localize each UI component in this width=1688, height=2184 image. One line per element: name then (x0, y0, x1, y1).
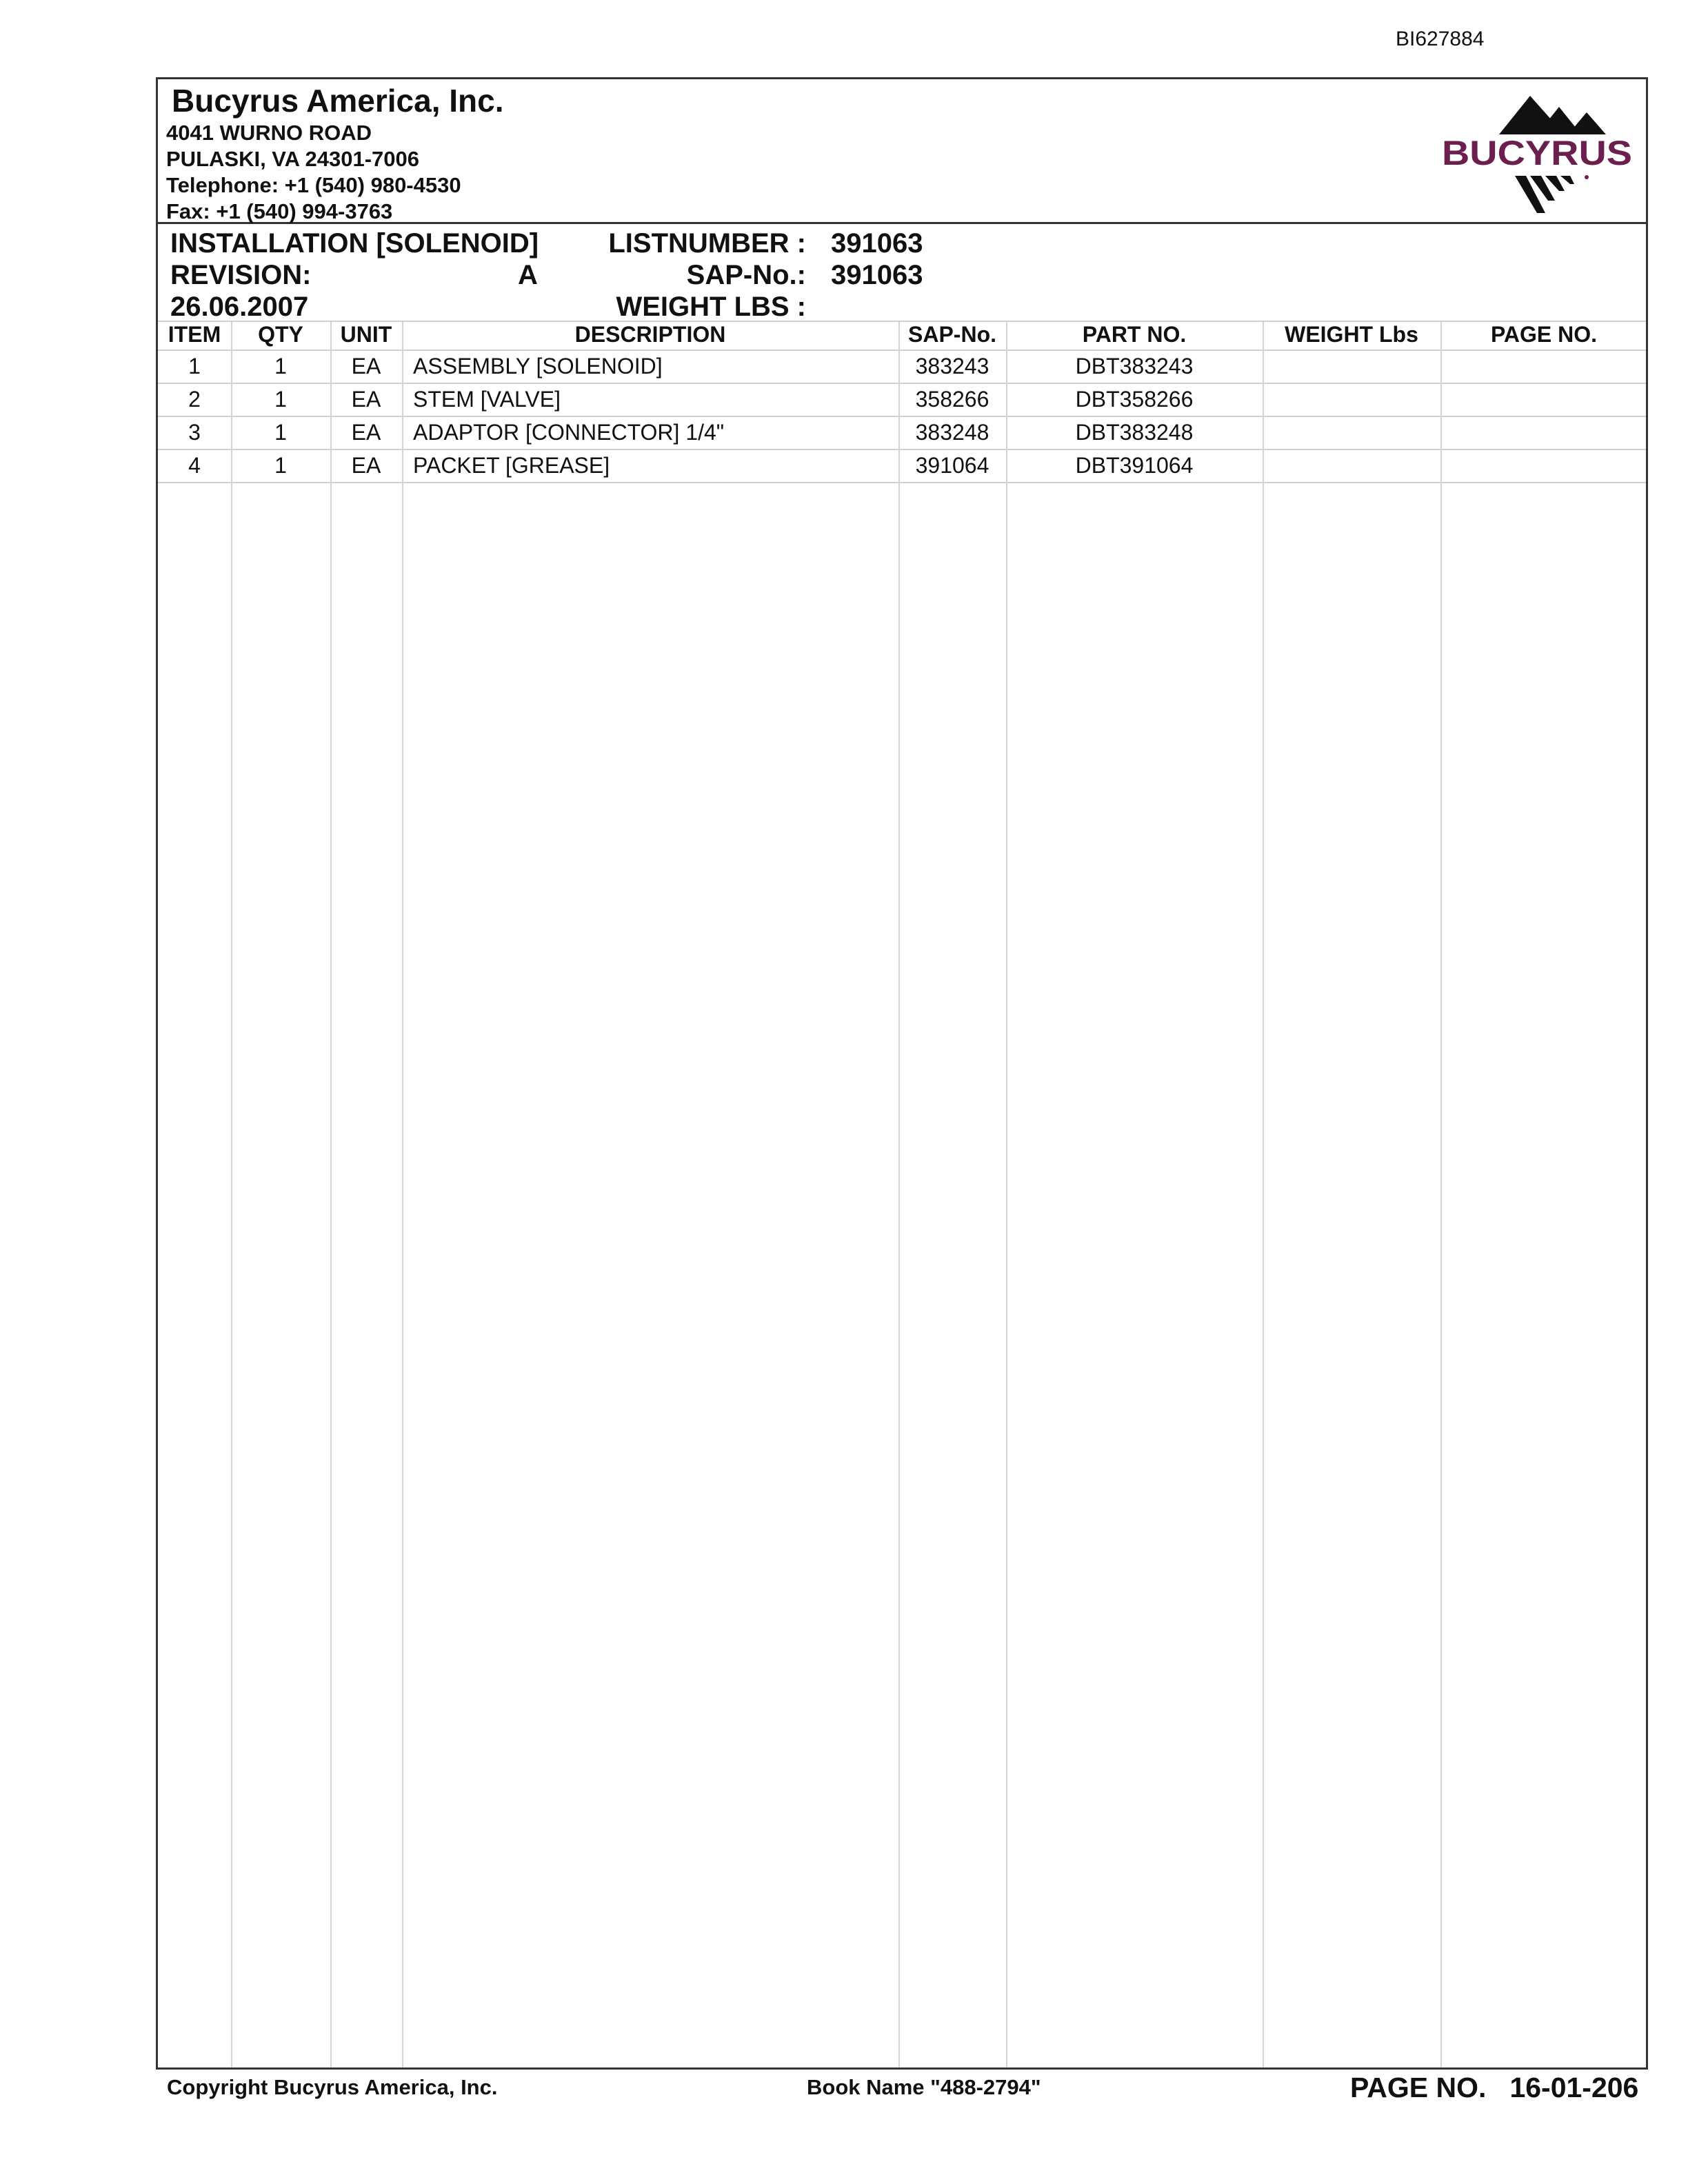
cell-unit: EA (351, 453, 381, 478)
cell-description: ASSEMBLY [SOLENOID] (413, 354, 663, 378)
parts-list-sheet (156, 77, 1648, 2070)
cell-sap: 383248 (915, 420, 989, 445)
document-id: BI627884 (1396, 28, 1485, 50)
col-header-unit: UNIT (340, 322, 392, 347)
revision-label: REVISION: (170, 260, 312, 290)
cell-description: STEM [VALVE] (413, 387, 561, 412)
weight-label: WEIGHT LBS : (616, 292, 806, 322)
table-row (158, 416, 1646, 449)
cell-part-no: DBT383248 (1075, 420, 1194, 445)
page-number (1350, 2072, 1638, 2104)
bucyrus-logo (1434, 92, 1640, 216)
book-name: Book Name "488-2794" (807, 2075, 1041, 2099)
col-header-page-no: PAGE NO. (1490, 322, 1598, 347)
cell-qty: 1 (274, 354, 287, 378)
cell-qty: 1 (274, 420, 287, 445)
sap-value: 391063 (831, 260, 923, 290)
cell-unit: EA (351, 354, 381, 378)
date: 26.06.2007 (170, 292, 309, 322)
copyright-notice: Copyright Bucyrus America, Inc. (167, 2075, 498, 2099)
listnumber-value: 391063 (831, 228, 923, 259)
title-block (158, 224, 1646, 321)
col-header-sap: SAP-No. (908, 322, 996, 347)
col-header-part-no: PART NO. (1082, 322, 1187, 347)
sap-label: SAP-No.: (686, 260, 806, 290)
telephone: Telephone: +1 (540) 980-4530 (166, 173, 461, 197)
revision-value: A (518, 260, 538, 290)
cell-part-no: DBT383243 (1075, 354, 1194, 378)
cell-unit: EA (351, 420, 381, 445)
table-row (158, 449, 1646, 482)
company-header (158, 79, 1646, 224)
cell-item: 2 (188, 387, 201, 412)
cell-item: 3 (188, 420, 201, 445)
page-number-value: 16-01-206 (1509, 2072, 1639, 2103)
page-number-label: PAGE NO. (1350, 2072, 1487, 2103)
fax: Fax: +1 (540) 994-3763 (166, 199, 393, 223)
cell-qty: 1 (274, 453, 287, 478)
company-name: Bucyrus America, Inc. (172, 83, 504, 119)
cell-qty: 1 (274, 387, 287, 412)
listnumber-label: LISTNUMBER : (608, 228, 806, 259)
parts-table (158, 321, 1646, 2067)
cell-unit: EA (351, 387, 381, 412)
col-header-weight: WEIGHT Lbs (1285, 322, 1418, 347)
assembly-title: INSTALLATION [SOLENOID] (170, 228, 539, 259)
cell-item: 1 (188, 354, 201, 378)
cell-sap: 391064 (915, 453, 989, 478)
logo-wordmark: BUCYRUS (1442, 134, 1632, 172)
cell-description: ADAPTOR [CONNECTOR] 1/4" (413, 420, 725, 445)
col-header-description: DESCRIPTION (574, 322, 726, 347)
col-header-qty: QTY (258, 322, 303, 347)
table-row (158, 383, 1646, 416)
table-row (158, 350, 1646, 383)
address-line-2: PULASKI, VA 24301-7006 (166, 147, 420, 171)
cell-description: PACKET [GREASE] (413, 453, 610, 478)
cell-part-no: DBT391064 (1075, 453, 1194, 478)
address-line-1: 4041 WURNO ROAD (166, 121, 372, 145)
col-header-item: ITEM (168, 322, 221, 347)
cell-item: 4 (188, 453, 201, 478)
cell-sap: 358266 (915, 387, 989, 412)
cell-part-no: DBT358266 (1075, 387, 1194, 412)
cell-sap: 383243 (915, 354, 989, 378)
